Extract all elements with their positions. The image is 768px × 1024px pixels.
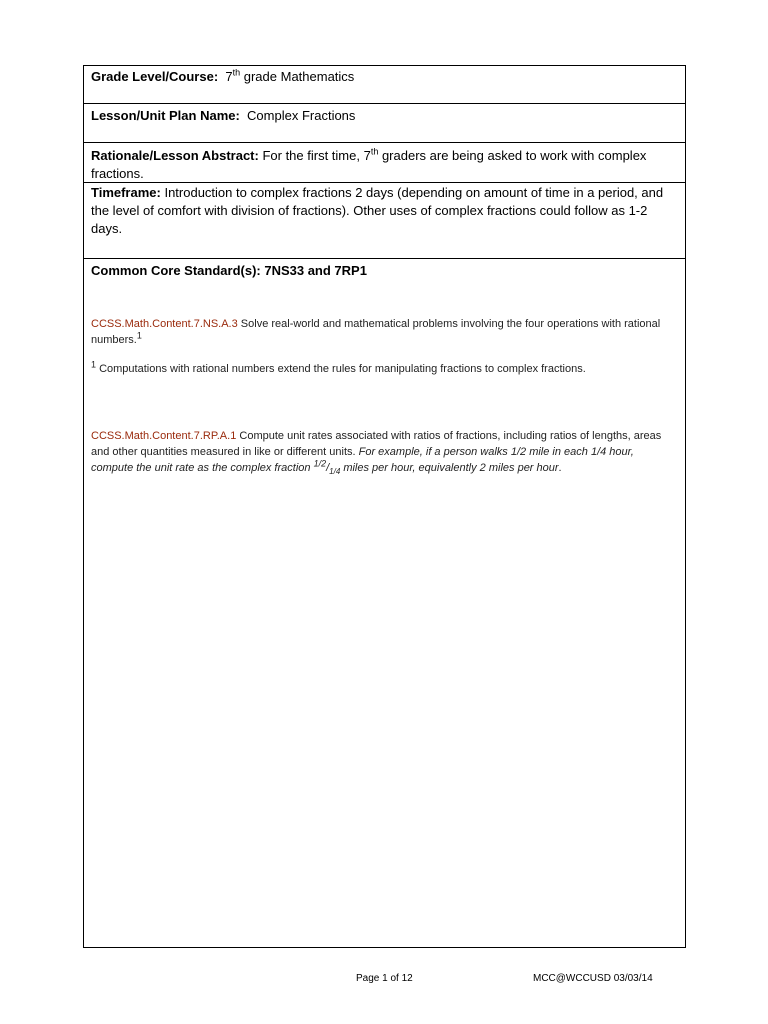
standards-heading: Common Core Standard(s): 7NS33 and 7RP1 <box>91 263 367 278</box>
lesson-name-label: Lesson/Unit Plan Name: <box>91 108 240 123</box>
footer-credit: MCC@WCCUSD 03/03/14 <box>533 973 653 984</box>
timeframe-label: Timeframe: <box>91 185 161 200</box>
grade-level-row <box>84 66 685 104</box>
fraction-slash: / <box>326 462 330 474</box>
footnote <box>91 361 678 377</box>
fraction-numerator: 1/2 <box>313 458 327 469</box>
standard-rp-a1-example: For example, if a person walks 1/2 mile in each 1/4 hour, compute the unit rate as the complex fraction $^{1/2}/_{1/4}$ miles per hour, equivalently 2 miles per hour <box>91 446 634 477</box>
footnote-reference: 1 <box>136 330 142 341</box>
standard-ns-a3-text: Solve real-world and mathematical problems involving the four operations with rational numbers. <box>91 318 661 346</box>
standard-rp-a1: CCSS.Math.Content.7.RP.A.1 Compute unit rates associated with ratios of fractions, including ratios of lengths, areas and other quantities measured in like or different units. For example, if a person walks 1/2 mile in each 1/4 hour, compute the unit rate as the complex fraction $^{1/2}/_{1/4}$ miles per hour, equivalently 2 miles per hour. <box>91 430 662 477</box>
timeframe-text: Introduction to complex fractions 2 days (depending on amount of time in a period, and the level of comfort with division of fractions). Other uses of complex fractions could follow as 1-2 days. <box>91 185 664 236</box>
lesson-name-row <box>84 104 685 143</box>
rationale-row <box>84 143 685 183</box>
timeframe-row <box>84 183 685 259</box>
grade-level-label: Grade Level/Course: <box>91 69 219 84</box>
grade-level-value: 7th grade Mathematics <box>225 67 355 84</box>
standards-row <box>84 259 685 947</box>
rationale-label: Rationale/Lesson Abstract: <box>91 148 259 163</box>
standard-ns-a3 <box>91 316 678 348</box>
footnote-text: Computations with rational numbers extend the rules for manipulating fractions to complex fractions. <box>96 363 586 375</box>
page-number: Page 1 of 12 <box>356 973 413 984</box>
footnote-mark: 1 <box>91 359 97 370</box>
lesson-plan-table <box>83 65 686 948</box>
fraction-denominator: 1/4 <box>329 467 341 477</box>
standard-rp-a1-text: Compute unit rates associated with ratios of fractions, including ratios of lengths, areas and other quantities measured in like or different units. <box>91 430 662 458</box>
rationale-text: For the first time, 7th graders are being asked to work with complex fractions. <box>91 146 647 181</box>
standard-rp-a1-code: CCSS.Math.Content.7.RP.A.1 <box>91 430 237 442</box>
lesson-name-value: Complex Fractions <box>247 108 356 123</box>
standard-ns-a3-code: CCSS.Math.Content.7.NS.A.3 <box>91 318 238 330</box>
